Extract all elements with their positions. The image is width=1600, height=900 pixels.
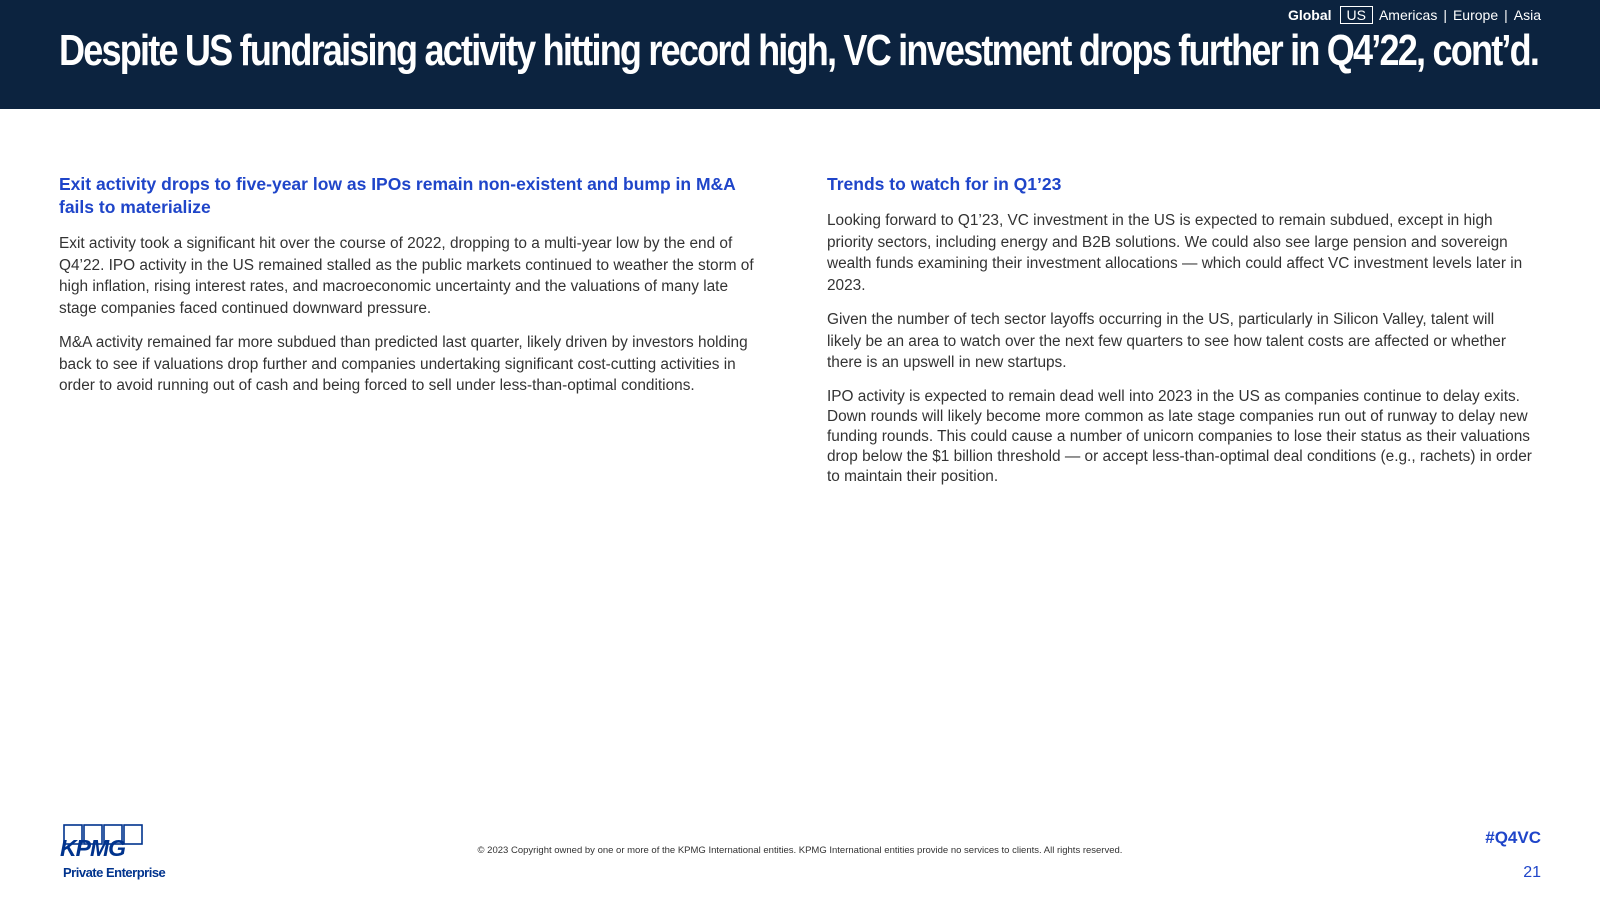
page-number: 21: [1523, 864, 1541, 881]
logo-wordmark: KPMG: [60, 835, 125, 861]
page-title: Despite US fundraising activity hitting record high, VC investment drops further in Q4’22, cont’d.: [59, 26, 1539, 75]
right-paragraph-2: Given the number of tech sector layoffs occurring in the US, particularly in Silicon Valley, talent will likely be an area to watch over the next few quarters to see how talent costs are affected or whether there is an upswell in new startups.: [827, 311, 1506, 371]
copyright-notice: © 2023 Copyright owned by one or more of the KPMG International entities. KPMG International entities provide no services to clients. All rights reserved.: [477, 845, 1123, 856]
left-heading: Exit activity drops to five-year low as IPOs remain non-existent and bump in M&A fails to materialize: [59, 174, 736, 217]
left-paragraph-2: M&A activity remained far more subdued than predicted last quarter, likely driven by investors holding back to see if valuations drop further and companies undertaking significant cost-cutting activities in order to avoid running out of cash and being forced to sell under less-than-optimal conditions.: [59, 334, 748, 394]
nav-europe[interactable]: Europe: [1452, 7, 1499, 23]
right-paragraph-3: IPO activity is expected to remain dead well into 2023 in the US as companies continue to delay exits. Down rounds will likely become more common as late stage companies run out of runway to delay new funding rounds. This could cause a number of unicorn companies to lose their status as their valuations drop below the $1 billion threshold — or accept less-than-optimal deal conditions (e.g., rachets) in order to maintain their position.: [827, 387, 1532, 485]
right-column: [827, 173, 1532, 500]
left-paragraph-1: Exit activity took a significant hit over the course of 2022, dropping to a multi-year low by the end of Q4’22. IPO activity in the US remained stalled as the public markets continued to weather the storm of high inflation, rising interest rates, and macroeconomic uncertainty and the valuations of many late stage companies faced continued downward pressure.: [59, 235, 754, 317]
right-paragraph-1: Looking forward to Q1’23, VC investment in the US is expected to remain subdued, except in high priority sectors, including energy and B2B solutions. We could also see large pension and sovereign wealth funds examining their investment allocations — which could affect VC investment levels later in 2023.: [827, 212, 1523, 294]
logo-subtext: Private Enterprise: [63, 865, 166, 880]
hashtag: #Q4VC: [1485, 828, 1541, 847]
left-column: [59, 173, 764, 410]
region-nav: [1288, 6, 1541, 24]
nav-us[interactable]: US: [1340, 6, 1373, 24]
nav-separator: |: [1504, 7, 1508, 23]
nav-asia[interactable]: Asia: [1513, 7, 1541, 23]
nav-americas[interactable]: Americas: [1378, 7, 1438, 23]
right-heading: Trends to watch for in Q1’23: [827, 174, 1062, 194]
header-band: [0, 0, 1600, 109]
nav-separator: |: [1443, 7, 1447, 23]
nav-global[interactable]: Global: [1287, 7, 1332, 23]
